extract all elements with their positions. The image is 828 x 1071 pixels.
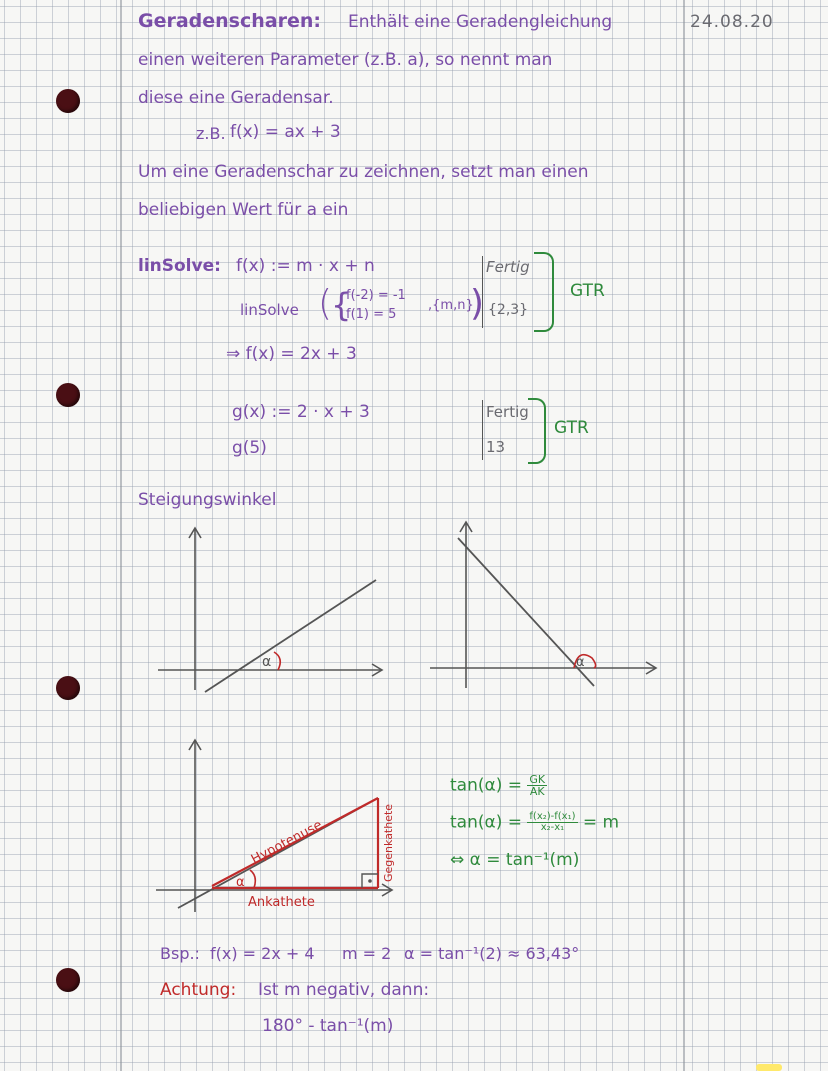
tan-formula-3: ⇔ α = tan⁻¹(m) xyxy=(450,850,580,870)
angle-alpha-3: α xyxy=(236,875,245,890)
linsolve-call: linSolve xyxy=(240,301,299,319)
tan-formula-2-lhs: tan(α) = xyxy=(450,812,522,833)
hypotenuse-label: Hypotenuse xyxy=(248,817,325,868)
intro-line-2: einen weiteren Parameter (z.B. a), so nennt man xyxy=(138,50,553,70)
linsolve-curly: { xyxy=(331,286,352,324)
gtr-bracket-1 xyxy=(534,252,554,332)
punch-hole-2 xyxy=(56,383,80,407)
warning-formula: 180° - tan⁻¹(m) xyxy=(262,1016,394,1036)
linsolve-equation-2: f(1) = 5 xyxy=(346,307,397,322)
warning-label: Achtung: xyxy=(160,980,237,1000)
gtr-define: g(x) := 2 · x + 3 xyxy=(232,402,370,422)
tan-formula-1-denominator: AK xyxy=(529,785,545,798)
warning-text: Ist m negativ, dann: xyxy=(258,980,430,1000)
punch-hole-1 xyxy=(56,89,80,113)
example-label: z.B. xyxy=(196,124,226,143)
intro-line-3: diese eine Geradensar. xyxy=(138,88,334,108)
punch-hole-4 xyxy=(56,968,80,992)
linsolve-conclusion: ⇒ f(x) = 2x + 3 xyxy=(226,344,357,364)
tan-formula-2 xyxy=(450,812,619,833)
section-heading-geradenscharen: Geradenscharen: xyxy=(138,10,321,32)
date-label: 24.08.20 xyxy=(690,12,774,32)
tan-formula-1 xyxy=(450,774,547,797)
angle-alpha-1: α xyxy=(262,654,272,670)
tan-formula-2-denominator: x₂-x₁ xyxy=(540,822,565,833)
gtr-result-value: 13 xyxy=(486,438,506,456)
gtr-bracket-2 xyxy=(528,398,546,464)
linsolve-result-solve: {2,3} xyxy=(488,302,529,318)
calculator-divider-2 xyxy=(482,400,483,460)
left-margin-line xyxy=(120,0,122,1071)
tan-formula-1-lhs: tan(α) = xyxy=(450,775,522,796)
linsolve-equation-1: f(-2) = -1 xyxy=(346,288,406,303)
example-formula: f(x) = ax + 3 xyxy=(230,122,341,142)
tan-formula-1-numerator: GK xyxy=(529,773,546,786)
example-bsp-label: Bsp.: xyxy=(160,944,200,963)
angle-alpha-2: α xyxy=(576,655,585,670)
intro-line-5: beliebigen Wert für a ein xyxy=(138,200,349,220)
tan-formula-2-numerator: f(x₂)-f(x₁) xyxy=(529,811,576,822)
gtr-result-define: Fertig xyxy=(486,403,529,421)
gtr-label-2: GTR xyxy=(554,418,589,438)
section-heading-steigungswinkel: Steigungswinkel xyxy=(138,490,277,510)
gtr-label-1: GTR xyxy=(570,281,605,301)
highlighter-mark xyxy=(756,1064,782,1071)
linsolve-label: linSolve: xyxy=(138,256,221,276)
gegenkathete-label: Gegenkathete xyxy=(382,803,395,882)
example-bsp-angle: α = tan⁻¹(2) ≈ 63,43° xyxy=(404,944,580,963)
graph-rising-line xyxy=(150,520,390,700)
linsolve-brace-close: ) xyxy=(470,283,485,324)
graph-falling-line xyxy=(426,516,666,696)
linsolve-define: f(x) := m · x + n xyxy=(236,256,375,276)
punch-hole-3 xyxy=(56,676,80,700)
linsolve-brace: ( xyxy=(318,283,333,324)
ankathete-label: Ankathete xyxy=(248,895,315,910)
calculator-divider-1 xyxy=(482,256,483,328)
right-margin-line xyxy=(683,0,685,1071)
example-bsp-function: f(x) = 2x + 4 xyxy=(210,944,315,963)
intro-line-1: Enthält eine Geradengleichung xyxy=(348,12,613,32)
graph-right-triangle xyxy=(150,736,400,916)
tan-formula-2-rhs: = m xyxy=(582,812,620,833)
linsolve-variables: ,{m,n} xyxy=(428,298,474,313)
gtr-call: g(5) xyxy=(232,438,267,458)
linsolve-result-define: Fertig xyxy=(486,258,530,276)
example-bsp-slope: m = 2 xyxy=(342,944,392,963)
intro-line-4: Um eine Geradenschar zu zeichnen, setzt man einen xyxy=(138,162,589,182)
